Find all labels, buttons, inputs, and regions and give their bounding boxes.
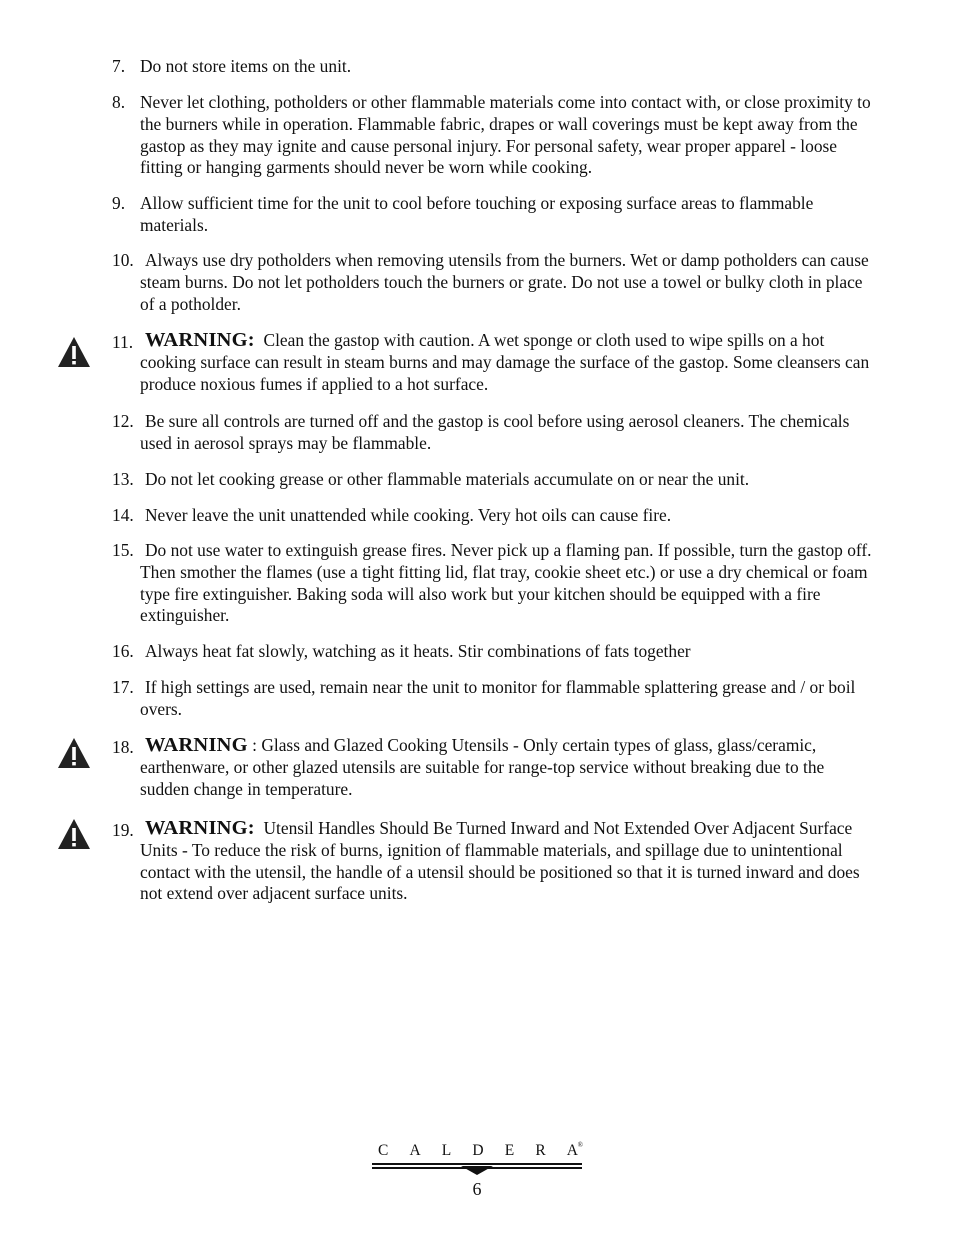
list-item: [112, 193, 872, 237]
warning-label: WARNING: [145, 734, 248, 756]
item-text: Do not let cooking grease or other flammable materials accumulate on or near the unit.: [145, 469, 750, 489]
item-number: 11.: [112, 332, 134, 352]
item-number: 14.: [112, 505, 134, 525]
caldera-logo: [372, 1142, 584, 1178]
item-number: 18.: [112, 737, 134, 757]
list-item: [112, 411, 872, 455]
warning-triangle-icon: [57, 336, 91, 368]
list-item: [112, 818, 872, 905]
page-number: 6: [472, 1179, 482, 1199]
brand-letter: D: [472, 1142, 484, 1159]
item-number: 10.: [112, 250, 134, 270]
list-item: [112, 505, 872, 527]
item-text: Be sure all controls are turned off and the gastop is cool before using aerosol cleaners. The chemicals used in aerosol sprays may be flammable.: [140, 411, 850, 453]
item-text: : Glass and Glazed Cooking Utensils - Only certain types of glass, glass/ceramic, earthenware, or other glazed utensils are suitable for range-top service without breaking due to the sudden change in temperature.: [140, 735, 825, 799]
item-number: 13.: [112, 469, 134, 489]
list-item: [112, 735, 872, 800]
brand-wordmark: [372, 1142, 584, 1160]
item-text: Always heat fat slowly, watching as it heats. Stir combinations of fats together: [145, 641, 691, 661]
registered-mark: ®: [577, 1141, 583, 1149]
warning-triangle-icon: [57, 737, 91, 769]
item-number: 7.: [112, 56, 126, 76]
item-number: 8.: [112, 92, 126, 112]
brand-letter: L: [441, 1142, 452, 1159]
list-item: [112, 330, 872, 395]
logo-rule: [372, 1163, 582, 1165]
brand-letter: A: [566, 1142, 578, 1159]
brand-letter: E: [504, 1142, 515, 1159]
item-text: Do not use water to extinguish grease fires. Never pick up a flaming pan. If possible, turn the gastop off. Then smother the flames (use a tight fitting lid, flat tray, cookie sheet etc.) or use a dry chemical or foam type fire extinguisher. Baking soda will also work but your kitchen should be equipped with a fire extinguisher.: [140, 540, 872, 626]
warning-label: WARNING:: [145, 817, 255, 839]
list-item: [112, 56, 872, 78]
item-number: 15.: [112, 540, 134, 560]
list-item: [112, 540, 872, 627]
item-number: 19.: [112, 820, 134, 840]
item-text: Never let clothing, potholders or other flammable materials come into contact with, or close proximity to the burners while in operation. Flammable fabric, drapes or wall coverings must be kept away from the gastop as they may ignite and cause personal injury. For personal safety, wear proper apparel - loose fitting or hanging garments should never be worn while cooking.: [140, 92, 871, 178]
list-item: [112, 469, 872, 491]
warning-label: WARNING:: [145, 329, 255, 351]
item-text: Clean the gastop with caution. A wet sponge or cloth used to wipe spills on a hot cooking surface can result in steam burns and may damage the surface of the gastop. Some cleansers can produce noxious fumes if applied to a hot surface.: [140, 330, 870, 394]
item-number: 17.: [112, 677, 134, 697]
list-item: [112, 677, 872, 721]
item-text: Utensil Handles Should Be Turned Inward and Not Extended Over Adjacent Surface Units - To reduce the risk of burns, ignition of flammable materials, and spillage due to unintentional contact with the utensil, the handle of a utensil should be positioned so that it is turned inward and does not extend over adjacent surface units.: [140, 818, 860, 904]
brand-letter: A: [409, 1142, 421, 1159]
list-item: [112, 641, 872, 663]
item-text: Do not store items on the unit.: [140, 56, 352, 76]
item-text: If high settings are used, remain near the unit to monitor for flammable splattering grease and / or boil overs.: [140, 677, 856, 719]
list-item: [112, 250, 872, 315]
brand-letter: C: [378, 1142, 389, 1159]
item-number: 16.: [112, 641, 134, 661]
brand-letter: R: [535, 1142, 546, 1159]
list-item: [112, 92, 872, 179]
item-text: Always use dry potholders when removing utensils from the burners. Wet or damp potholders can cause steam burns. Do not let potholders touch the burners or grate. Do not use a towel or bulky cloth in place of a potholder.: [140, 250, 869, 314]
item-text: Never leave the unit unattended while cooking. Very hot oils can cause fire.: [145, 505, 672, 525]
item-number: 9.: [112, 193, 126, 213]
warning-triangle-icon: [57, 818, 91, 850]
item-text: Allow sufficient time for the unit to cool before touching or exposing surface areas to flammable materials.: [140, 193, 814, 235]
item-number: 12.: [112, 411, 134, 431]
logo-arrow-icon: [461, 1166, 493, 1175]
